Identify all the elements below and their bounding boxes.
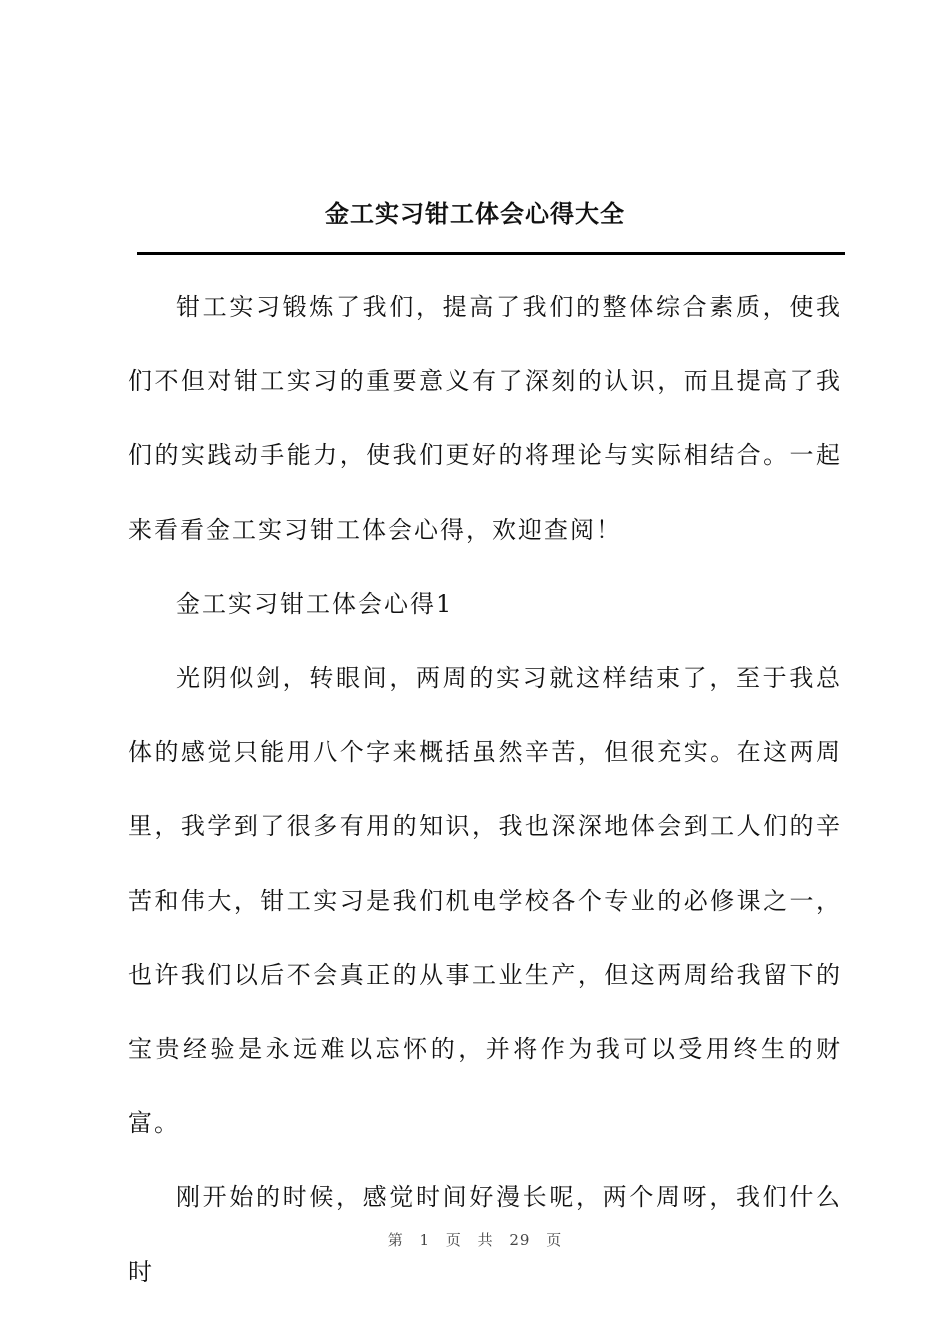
document-body bbox=[128, 270, 842, 1309]
body-paragraph-continued: 刚开始的时候，感觉时间好漫长呢，两个周呀，我们什么时 bbox=[128, 1183, 842, 1286]
intro-paragraph: 钳工实习锻炼了我们，提高了我们的整体综合素质，使我们不但对钳工实习的重要意义有了深刻的认识，而且提高了我们的实践动手能力，使我们更好的将理论与实际相结合。一起来看看金工实习钳工体会心得，欢迎查阅！ bbox=[128, 293, 842, 544]
page-number-footer: 第 1 页 共 29 页 bbox=[387, 1231, 563, 1249]
section-heading: 金工实习钳工体会心得1 bbox=[176, 589, 454, 618]
document-title: 金工实习钳工体会心得大全 bbox=[325, 199, 625, 228]
title-underline-divider bbox=[137, 252, 845, 255]
body-paragraph: 光阴似剑，转眼间，两周的实习就这样结束了，至于我总体的感觉只能用八个字来概括虽然辛苦，但很充实。在这两周里，我学到了很多有用的知识，我也深深地体会到工人们的辛苦和伟大，钳工实习是我们机电学校各个专业的必修课之一，也许我们以后不会真正的从事工业生产，但这两周给我留下的宝贵经验是永远难以忘怀的，并将作为我可以受用终生的财富。 bbox=[128, 664, 842, 1138]
